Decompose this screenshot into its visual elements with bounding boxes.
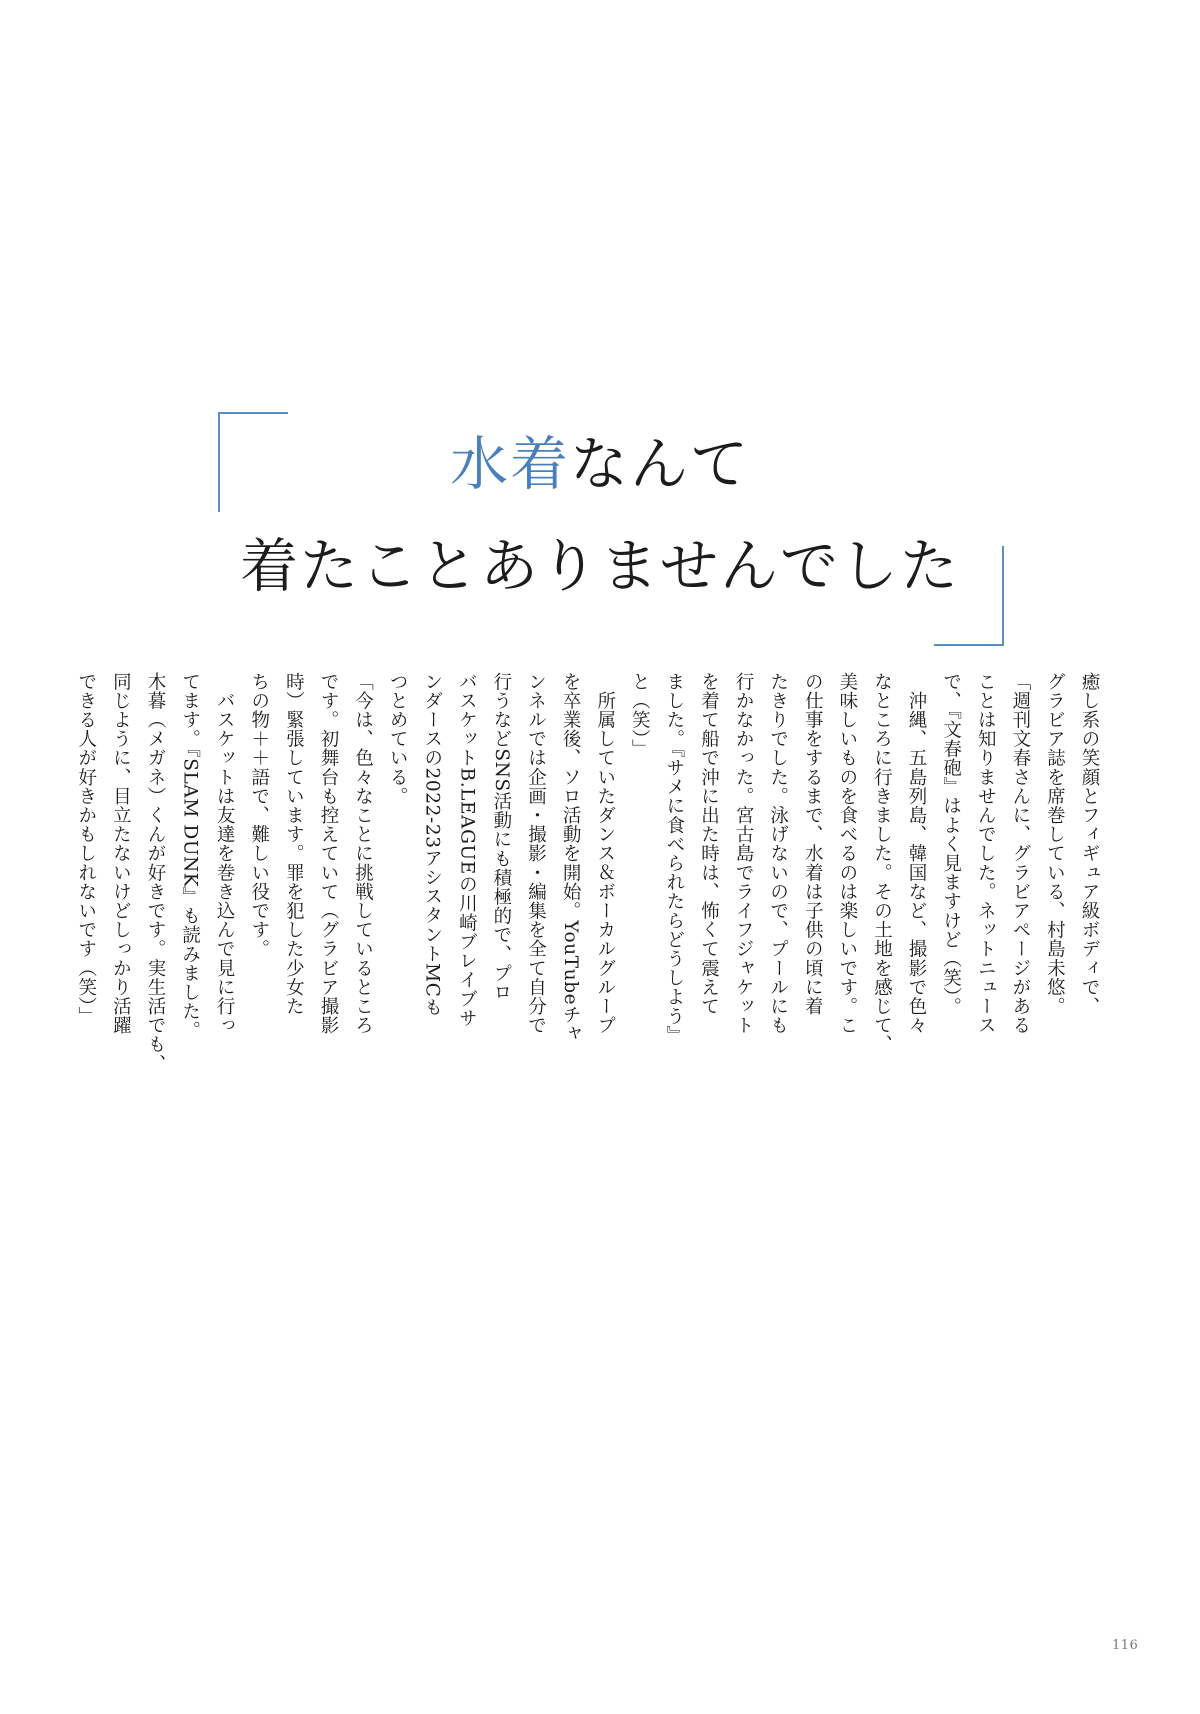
body-column: たきりでした。泳げないので、プールにも	[767, 672, 789, 1035]
body-column: 行うなどSNS活動にも積極的で、プロ	[490, 672, 512, 1002]
body-column: 同じように、目立たないけどしっかり活躍	[110, 672, 132, 1035]
body-column: ちの物＋＋語で、難しい役です。	[248, 672, 270, 959]
headline-line-1-rest: なんて	[570, 430, 751, 498]
body-column: 木暮（メガネ）くんが好きです。実生活でも、	[144, 672, 166, 1074]
body-column: できる人が好きかもしれないです（笑）」	[75, 672, 97, 1026]
headline-line-2: 着たことありませんでした	[239, 532, 960, 600]
body-column: 行かなかった。宮古島でライフジャケット	[733, 672, 755, 1035]
headline-line-1	[150, 428, 1050, 500]
body-column: 「今は、色々なことに挑戦しているところ	[352, 672, 374, 1035]
body-column: を着て船で沖に出た時は、怖くて震えて	[698, 672, 720, 1016]
article-body	[68, 672, 1106, 1074]
body-column: なところに行きました。その土地を感じて、	[871, 672, 893, 1054]
body-column: で、『文春砲』はよく見ますけど（笑）。	[940, 672, 962, 1017]
body-column: 美味しいものを食べるのは楽しいです。こ	[836, 672, 858, 1035]
body-column: 「週刊文春さんに、グラビアページがある	[1009, 672, 1031, 1035]
body-column: てます。『SLAM DUNK』も読みました。	[179, 672, 201, 1041]
body-column: です。初舞台も控えていて（グラビア撮影	[317, 672, 339, 1035]
body-column: 癒し系の笑顔とフィギュア級ボディで、	[1079, 672, 1100, 1016]
body-column: 沖縄、五島列島、韓国など、撮影で色々	[906, 672, 928, 1035]
body-column: バスケットは友達を巻き込んで見に行っ	[214, 672, 236, 1035]
body-column: ことは知りませんでした。ネットニュース	[975, 672, 997, 1035]
body-column: グラビア誌を席巻している、村島未悠。	[1044, 672, 1066, 1016]
body-column: 所属していたダンス＆ボーカルグループ	[594, 672, 616, 1035]
body-column: バスケットB.LEAGUEの川崎ブレイブサ	[456, 672, 478, 1028]
body-column: ました。『サメに食べられたらどうしよう』	[663, 672, 685, 1045]
page-number: 116	[1112, 1638, 1139, 1653]
body-column: と（笑）」	[629, 672, 651, 759]
body-column: ンダースの2022-23アシスタントMCも	[421, 672, 443, 1017]
headline-accent-word: 水着	[449, 430, 570, 498]
body-column: ンネルでは企画・撮影・編集を全て自分で	[525, 672, 547, 1035]
body-column: を卒業後、ソロ活動を開始。YouTubeチャ	[560, 672, 582, 1044]
body-column: 時）緊張しています。罪を犯した少女た	[283, 672, 305, 1016]
body-column: つとめている。	[387, 672, 409, 806]
body-column: の仕事をするまで、水着は子供の頃に着	[802, 672, 824, 1016]
